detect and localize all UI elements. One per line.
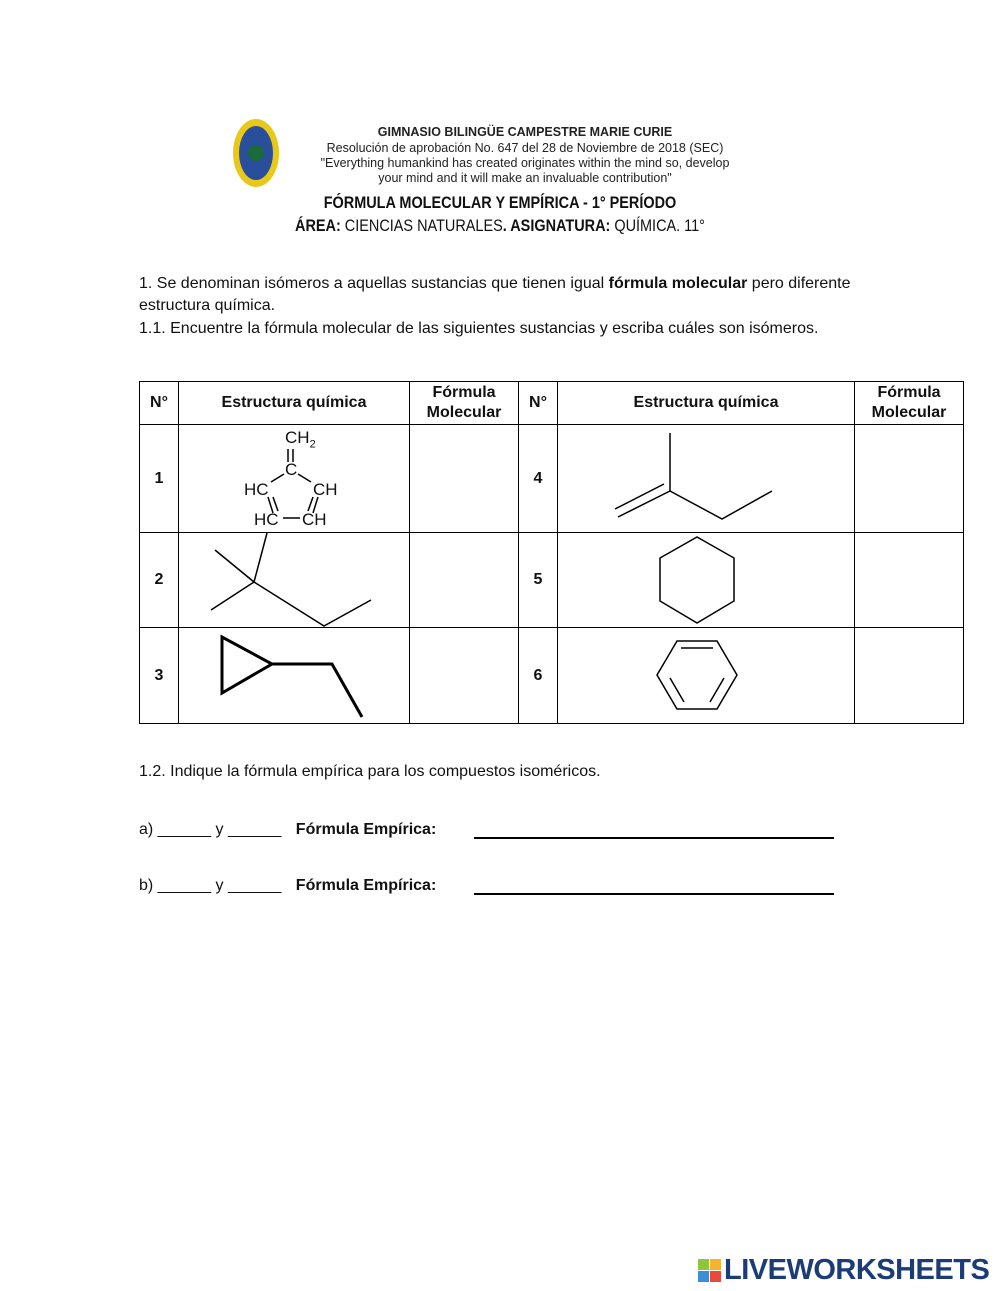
answer-b — [139, 875, 859, 897]
structure-cell — [179, 628, 410, 724]
ch2-text: CH — [285, 428, 310, 447]
q1-text: 1. Se denominan isómeros a aquellas sustancias que tienen igual — [139, 275, 609, 292]
chem-label: C — [285, 460, 298, 479]
quote-line-1: "Everything humankind has created originates within the mind so, develop — [320, 156, 730, 170]
row-number: 5 — [519, 533, 558, 628]
chem-label: HC — [244, 480, 269, 499]
header-no: N° — [140, 382, 179, 425]
row-number: 4 — [519, 425, 558, 533]
chem-label — [285, 428, 316, 450]
liveworksheets-logo-icon — [698, 1259, 722, 1283]
area: CIENCIAS NATURALES — [340, 216, 503, 235]
isomers-table — [139, 381, 964, 724]
q1-bold: fórmula molecular — [608, 275, 748, 292]
empirical-formula-label: Fórmula Empírica: — [295, 877, 437, 894]
answer-a — [139, 819, 859, 841]
row-number: 1 — [140, 425, 179, 533]
formula-input[interactable] — [410, 628, 519, 724]
resolution: Resolución de aprobación No. 647 del 28 de Noviembre de 2018 (SEC) — [326, 141, 724, 155]
row-number: 3 — [140, 628, 179, 724]
question-1-2: 1.2. Indique la fórmula empírica para los compuestos isoméricos. — [139, 763, 601, 780]
chem-label: CH — [302, 510, 327, 529]
structure-cell — [558, 628, 855, 724]
sep: . — [502, 216, 511, 235]
empirical-formula-input[interactable] — [474, 893, 834, 895]
formula-input[interactable] — [855, 425, 964, 533]
chem-label: CH — [313, 480, 338, 499]
header-formula: Fórmula Molecular — [410, 382, 519, 425]
quote-line-2: your mind and it will make an invaluable contribution" — [378, 171, 672, 185]
subject-label: ASIGNATURA: — [510, 216, 611, 235]
question-1-1: 1.1. Encuentre la fórmula molecular de las siguientes sustancias y escriba cuáles son isómeros. — [139, 320, 819, 337]
answer-b-label[interactable]: b) ______ y ______ — [139, 877, 282, 894]
structure-cell — [558, 425, 855, 533]
structure-cell — [179, 533, 410, 628]
table-row — [140, 533, 964, 628]
area-label: ÁREA: — [295, 216, 341, 235]
chem-label: HC — [254, 510, 279, 529]
answer-a-label[interactable]: a) ______ y ______ — [139, 821, 282, 838]
subject: QUÍMICA. 11° — [610, 216, 705, 235]
page-title: FÓRMULA MOLECULAR Y EMPÍRICA - 1° PERÍODO — [323, 193, 677, 212]
header-structure: Estructura química — [179, 382, 410, 425]
header-no: N° — [519, 382, 558, 425]
structure-cell — [558, 533, 855, 628]
formula-input[interactable] — [410, 425, 519, 533]
formula-input[interactable] — [410, 533, 519, 628]
school-name: GIMNASIO BILINGÜE CAMPESTRE MARIE CURIE — [377, 125, 673, 139]
question-1 — [139, 273, 859, 317]
formula-input[interactable] — [855, 533, 964, 628]
liveworksheets-watermark: LIVEWORKSHEETS — [724, 1254, 990, 1286]
subtitle — [75, 216, 925, 236]
row-number: 6 — [519, 628, 558, 724]
empirical-formula-input[interactable] — [474, 837, 834, 839]
empirical-formula-label: Fórmula Empírica: — [295, 821, 437, 838]
q1-text-end: pero diferente estructura química. — [139, 275, 851, 314]
subscript: 2 — [309, 438, 316, 451]
row-number: 2 — [140, 533, 179, 628]
school-logo — [232, 118, 280, 188]
header-structure: Estructura química — [558, 382, 855, 425]
formula-input[interactable] — [855, 628, 964, 724]
table-row — [140, 628, 964, 724]
header-formula: Fórmula Molecular — [855, 382, 964, 425]
